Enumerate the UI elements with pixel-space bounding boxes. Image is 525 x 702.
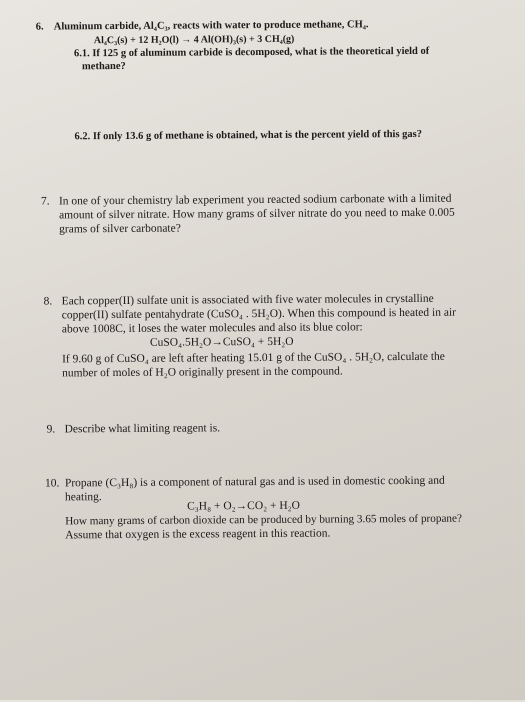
q7-number: 7. [40, 195, 50, 208]
q6-part1-line2: methane? [81, 60, 126, 73]
q10-line4: Assume that oxygen is the excess reagent in this reaction. [65, 527, 331, 542]
q8-line5: number of moles of H₂O originally present in the compound. [62, 365, 343, 380]
q9-number: 9. [46, 423, 56, 436]
q6-part1-line1: 6.1. If 125 g of aluminum carbide is decomposed, what is the theoretical yield of [73, 45, 430, 60]
q10-number: 10. [44, 477, 60, 490]
q10-line1-text: Propane (C₃H₈) is a component of natural gas and is used in domestic cooking and [64, 474, 445, 490]
q10-equation: C₃H₈ + O₂→CO₂ + H₂O [187, 499, 301, 513]
q6-title [36, 19, 369, 33]
q7-line1-text: In one of your chemistry lab experiment you reacted sodium carbonate with a limited [58, 192, 452, 208]
q7-line1 [41, 193, 452, 208]
q6-title-text: Aluminum carbide, Al₄C₃, reacts with water to produce methane, CH₄. [53, 19, 369, 33]
q6-part2: 6.2. If only 13.6 g of methane is obtained, what is the percent yield of this gas? [74, 128, 423, 143]
q8-equation: CuSO₄.5H₂O→CuSO₄ + 5H₂O [149, 335, 294, 349]
q6-number: 6. [35, 21, 44, 33]
q7-line3: grams of silver carbonate? [59, 222, 181, 236]
q8-line2: copper(II) sulfate pentahydrate (CuSO₄ . 5H₂O). When this compound is heated in air [61, 306, 457, 322]
q8-line4: If 9.60 g of CuSO₄ are left after heating 15.01 g of the CuSO₄ . 5H₂O, calculate the [62, 350, 445, 366]
q9-line1-text: Describe what limiting reagent is. [64, 422, 221, 436]
q10-line1 [45, 475, 445, 490]
q10-line3: How many grams of carbon dioxide can be produced by burning 3.65 moles of propane? [65, 512, 462, 528]
q8-line1-text: Each copper(II) sulfate unit is associated with five water molecules in crystalline [61, 292, 434, 308]
q8-line1 [44, 293, 434, 308]
q9-line1 [47, 422, 221, 435]
q10-line2: heating. [64, 491, 102, 504]
q8-line3: above 1008C, it loses the water molecules and also its blue color: [61, 321, 363, 336]
q6-equation: Al₄C₃(s) + 12 H₂O(l) → 4 Al(OH)₃(s) + 3 CH₄(g) [93, 33, 295, 47]
q8-number: 8. [43, 295, 53, 308]
q7-line2: amount of silver nitrate. How many grams of silver nitrate do you need to make 0.005 [59, 206, 455, 222]
